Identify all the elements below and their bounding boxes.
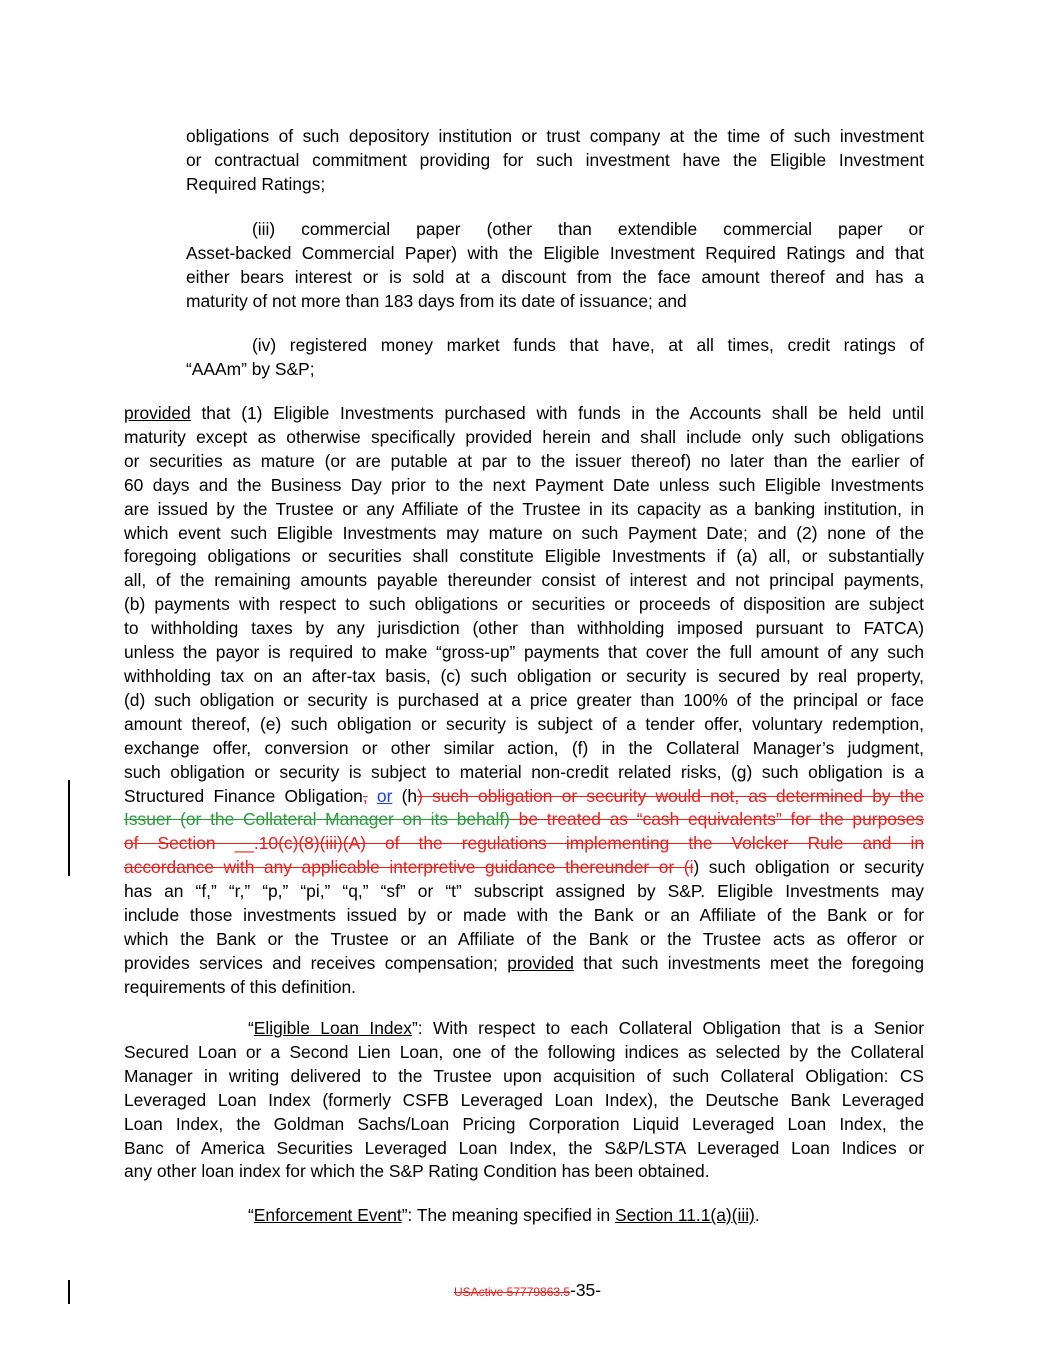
document-id: USActive 57779863.5 [453,1285,571,1299]
text-line: amount thereof, (e) such obligation or security is subject of a tender offer, voluntary redemption, [124,713,924,734]
paragraph-provided-that [124,402,924,1000]
text-line [248,1204,924,1228]
page-footer [0,1280,1055,1301]
text-line: obligations of such depository institution or trust company at the time of such investment [186,126,924,146]
text-line: has an “f,” “r,” “p,” “pi,” “q,” “sf” or “t” subscript assigned by S&P. Eligible Investments may [124,881,924,902]
text-fragment: ”: The meaning specified in [401,1205,616,1225]
deleted-text: accordance with any applicable interpretive guidance thereunder or (i [124,857,694,878]
text-fragment: Structured Finance Obligation [124,785,363,806]
paragraph-money-market-funds [186,334,924,382]
text-line: unless the payor is required to make “gross-up” payments that cover the full amount of any such [124,642,924,663]
text-fragment: that such investments meet the foregoing [573,952,924,973]
text-line: (d) such obligation or security is purchased at a price greater than 100% of the principal or face [124,689,924,710]
redline-line [124,832,924,856]
text-line: or securities as mature (or are putable at par to the issuer thereof) no later than the earlier of [124,450,924,471]
definition-enforcement-event [248,1204,924,1228]
text-fragment: “ [248,1018,254,1038]
deleted-text: be treated as “cash equivalents” for the purposes [509,809,924,830]
text-line: which event such Eligible Investments may mature on such Payment Date; and (2) none of the [124,522,924,543]
text-fragment: . [754,1205,760,1225]
text-line: include those investments issued by or made with the Bank or an Affiliate of the Bank or for [124,905,924,926]
text-line: (iv) registered money market funds that have, at all times, credit ratings of [252,335,924,355]
text-fragment: ”: With respect to each Collateral Obligation that is a Senior [411,1018,924,1038]
provided-term: provided [507,952,574,973]
text-line: to withholding taxes by any jurisdiction (other than withholding imposed pursuant to FATCA) [124,618,924,639]
text-line: Asset-backed Commercial Paper) with the Eligible Investment Required Ratings and that [186,242,924,263]
page-number: -35- [570,1280,602,1300]
text-line: all, of the remaining amounts payable thereunder consist of interest and not principal payments, [124,570,924,591]
defined-term: Eligible Loan Index [253,1018,412,1038]
text-line: withholding tax on an after-tax basis, (c) such obligation or security is secured by real property, [124,665,924,686]
text-line: maturity except as otherwise specifically provided herein and shall include only such obligations [124,426,924,447]
definition-eligible-loan-index [124,1017,924,1184]
text-line: Required Ratings; [186,173,326,194]
redline-line [124,856,924,880]
text-line [124,952,924,976]
deleted-text: of Section __.10(c)(8)(iii)(A) of the regulations implementing the Volcker Rule and in [124,833,924,854]
defined-term: Enforcement Event [253,1205,402,1225]
text-line [124,402,924,426]
text-line: exchange offer, conversion or other similar action, (f) in the Collateral Manager’s judgment, [124,737,924,758]
redline-line [124,808,924,832]
text-line: Secured Loan or a Second Lien Loan, one of the following indices as selected by the Collateral [124,1041,924,1062]
text-line: such obligation or security is subject to material non-credit related risks, (g) such obligation is a [124,761,924,782]
text-line: Loan Index, the Goldman Sachs/Loan Pricing Corporation Liquid Leveraged Loan Index, the [124,1113,924,1134]
text-line: “AAAm” by S&P; [186,358,315,379]
text-line: (b) payments with respect to such obligations or securities or proceeds of disposition are subject [124,594,924,615]
text-line: Manager in writing delivered to the Trustee upon acquisition of such Collateral Obligation: CS [124,1065,924,1086]
moved-text: Issuer (or the Collateral Manager on its behalf) [124,809,510,830]
text-line: 60 days and the Business Day prior to the next Payment Date unless such Eligible Investments [124,474,924,495]
redline-line [124,785,924,809]
text-line: Banc of America Securities Leveraged Loan Index, the S&P/LSTA Leveraged Loan Indices or [124,1137,924,1158]
text-line: foregoing obligations or securities shall constitute Eligible Investments if (a) all, or substantially [124,546,924,567]
text-line: any other loan index for which the S&P Rating Condition has been obtained. [124,1161,710,1182]
inserted-text: or [376,785,393,806]
text-line: Leveraged Loan Index (formerly CSFB Leveraged Loan Index), the Deutsche Bank Leveraged [124,1089,924,1110]
text-line: either bears interest or is sold at a discount from the face amount thereof and has a [186,266,924,287]
text-fragment: provides services and receives compensation; [124,952,508,973]
text-fragment: “ [248,1205,254,1225]
paragraph-depository-obligations [186,125,924,197]
text-line: (iii) commercial paper (other than extendible commercial paper or [252,219,924,239]
paragraph-commercial-paper [186,218,924,314]
text-line: which the Bank or the Trustee or an Affiliate of the Bank or the Trustee acts as offeror or [124,928,924,949]
change-bar [68,780,70,876]
text-line [124,1017,924,1041]
text-line: requirements of this definition. [124,976,356,997]
deleted-text: ) such obligation or security would not, as determined by the [417,785,924,806]
section-reference: Section 11.1(a)(iii) [615,1205,755,1225]
text-fragment: ) such obligation or security [693,857,924,878]
text-line: or contractual commitment providing for such investment have the Eligible Investment [186,149,924,170]
deleted-text: , [362,785,368,806]
text-line: maturity of not more than 183 days from its date of issuance; and [186,290,687,311]
text-fragment: that (1) Eligible Investments purchased with funds in the Accounts shall be held until [190,403,924,423]
text-fragment: (h [401,785,418,806]
text-line: are issued by the Trustee or any Affiliate of the Trustee in its capacity as a banking institution, in [124,498,924,519]
provided-term: provided [124,403,191,423]
